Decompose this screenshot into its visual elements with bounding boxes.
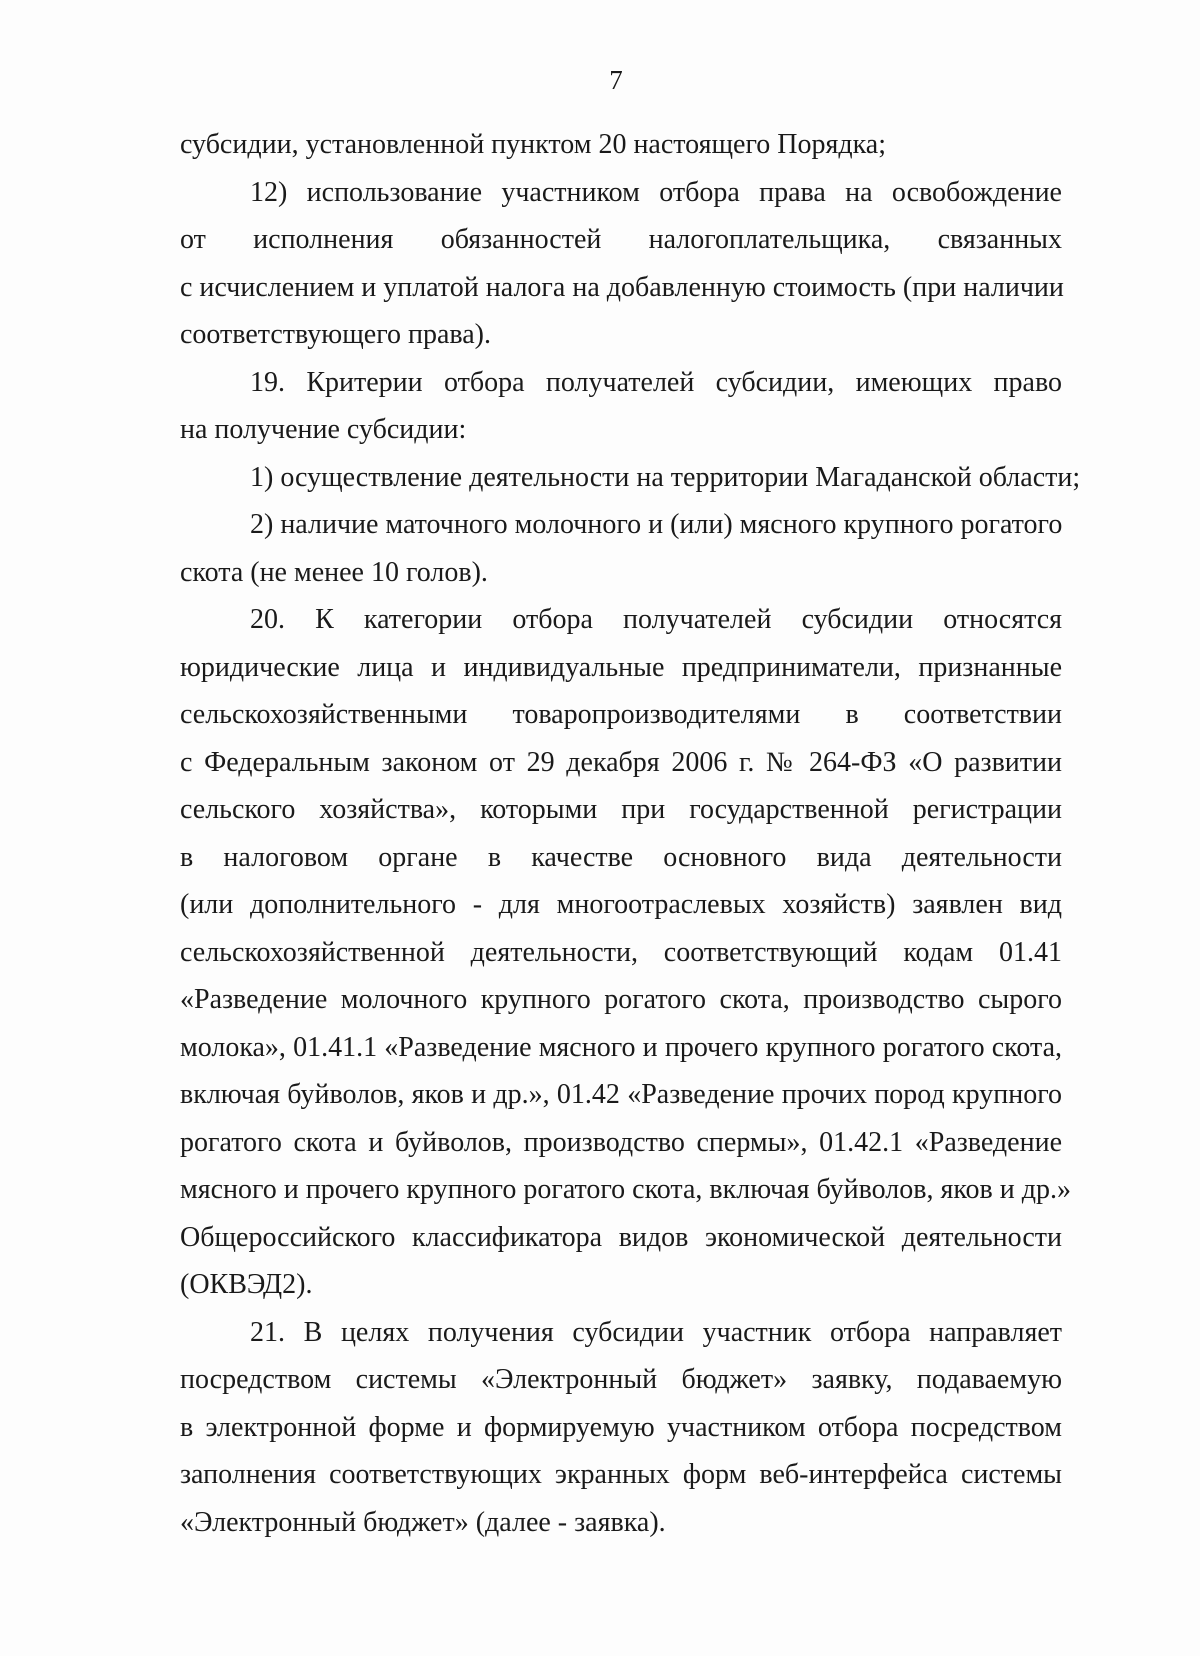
text-line: соответствующего права). [180,319,491,350]
text-line: сельского хозяйства», которыми при государственной регистрации [180,794,1062,825]
text-line: включая буйволов, яков и др.», 01.42 «Разведение прочих пород крупного [180,1079,1062,1110]
text-line: заполнения соответствующих экранных форм веб-интерфейса системы [180,1459,1062,1490]
text-line: 20. К категории отбора получателей субсидии относятся [250,604,1062,635]
text-line: посредством системы «Электронный бюджет» заявку, подаваемую [180,1364,1062,1395]
text-line: с исчислением и уплатой налога на добавленную стоимость (при наличии [180,271,1064,303]
document-body [180,121,1081,1546]
text-line: 2) наличие маточного молочного и (или) мясного крупного рогатого [250,509,1063,540]
text-line: в налоговом органе в качестве основного вида деятельности [180,841,1062,873]
text-line: с Федеральным законом от 29 декабря 2006 г. № 264-ФЗ «О развитии [180,746,1062,778]
text-line: мясного и прочего крупного рогатого скота, включая буйволов, яков и др.» [180,1174,1071,1205]
text-line: субсидии, установленной пунктом 20 настоящего Порядка; [180,129,887,160]
text-line: в электронной форме и формируемую участником отбора посредством [180,1411,1062,1443]
text-line: (ОКВЭД2). [180,1269,313,1300]
text-line: «Электронный бюджет» (далее - заявка). [180,1506,666,1538]
page-number: 7 [609,65,623,95]
text-line: от исполнения обязанностей налогоплательщика, связанных [180,224,1062,255]
text-line: 1) осуществление деятельности на территории Магаданской области; [250,461,1081,493]
text-line: молока», 01.41.1 «Разведение мясного и прочего крупного рогатого скота, [180,1031,1062,1063]
text-line: на получение субсидии: [180,414,467,445]
text-line: 12) использование участником отбора права на освобождение [250,176,1062,208]
text-line: (или дополнительного - для многоотраслевых хозяйств) заявлен вид [180,889,1062,920]
text-line: Общероссийского классификатора видов экономической деятельности [180,1221,1062,1253]
text-line: сельскохозяйственной деятельности, соответствующий кодам 01.41 [180,936,1062,968]
text-line: 21. В целях получения субсидии участник отбора направляет [250,1316,1062,1348]
text-line: сельскохозяйственными товаропроизводителями в соответствии [180,699,1062,730]
text-line: «Разведение молочного крупного рогатого скота, производство сырого [180,984,1062,1015]
text-line: юридические лица и индивидуальные предприниматели, признанные [180,651,1062,683]
text-line: рогатого скота и буйволов, производство спермы», 01.42.1 «Разведение [180,1126,1062,1158]
text-line: скота (не менее 10 голов). [180,556,488,588]
text-line: 19. Критерии отбора получателей субсидии, имеющих право [250,366,1062,398]
